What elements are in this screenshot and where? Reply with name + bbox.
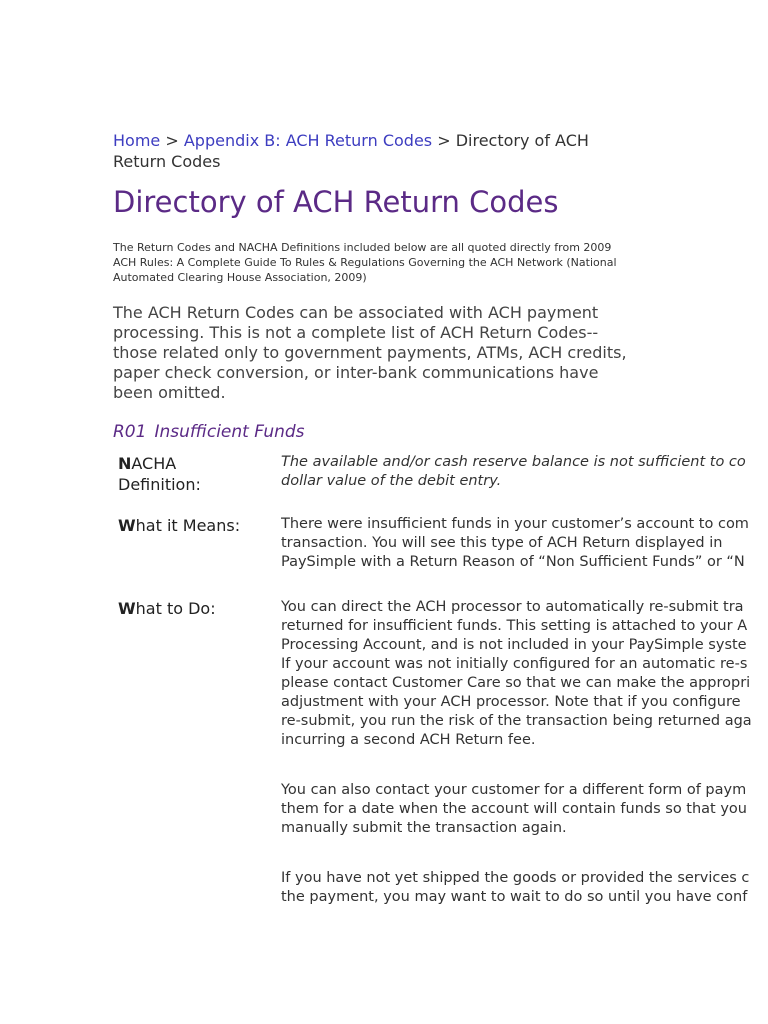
text-line: incurring a second ACH Return fee. xyxy=(281,732,536,748)
intro-paragraph xyxy=(113,303,653,403)
nacha-definition-label xyxy=(113,453,281,495)
label-initial: N xyxy=(118,454,132,473)
label-rest: hat to Do: xyxy=(135,599,216,618)
text-line: transaction. You will see this type of ACH Return displayed in xyxy=(281,535,723,551)
label-initial: W xyxy=(118,599,136,618)
source-note xyxy=(113,240,653,285)
intro-line: paper check conversion, or inter-bank communications have xyxy=(113,363,599,382)
what-to-do-paragraph xyxy=(281,598,768,750)
what-to-do-paragraph xyxy=(281,781,768,838)
source-note-line: Automated Clearing House Association, 2009) xyxy=(113,271,367,284)
nacha-definition-text xyxy=(281,453,768,491)
text-line: adjustment with your ACH processor. Note that if you configure xyxy=(281,694,741,710)
intro-line: those related only to government payments, ATMs, ACH credits, xyxy=(113,343,627,362)
document-page xyxy=(113,130,768,907)
what-it-means-label xyxy=(113,515,281,536)
label-initial: W xyxy=(118,516,136,535)
text-line: returned for insufficient funds. This setting is attached to your A xyxy=(281,618,748,634)
text-line: You can also contact your customer for a different form of paym xyxy=(281,782,747,798)
intro-line: The ACH Return Codes can be associated with ACH payment xyxy=(113,303,599,322)
text-line: manually submit the transaction again. xyxy=(281,820,567,836)
label-line2: Definition: xyxy=(118,475,201,494)
breadcrumb-current: Directory of ACH xyxy=(455,131,589,150)
intro-line: been omitted. xyxy=(113,383,226,402)
breadcrumb-current-continued: Return Codes xyxy=(113,152,221,171)
breadcrumb-appendix-link[interactable]: Appendix B: ACH Return Codes xyxy=(183,131,433,150)
what-to-do-paragraph xyxy=(281,869,768,907)
what-to-do-text xyxy=(281,598,768,907)
return-code-name: Insufficient Funds xyxy=(154,422,305,442)
page-title: Directory of ACH Return Codes xyxy=(113,185,559,219)
text-line: If you have not yet shipped the goods or provided the services c xyxy=(281,870,750,886)
breadcrumb-home-link[interactable]: Home xyxy=(113,131,161,150)
text-line: re-submit, you run the risk of the transaction being returned aga xyxy=(281,713,752,729)
breadcrumb-separator: > xyxy=(165,131,179,150)
text-line: the payment, you may want to wait to do so until you have conf xyxy=(281,889,748,905)
text-line: them for a date when the account will contain funds so that you xyxy=(281,801,747,817)
text-line: You can direct the ACH processor to automatically re-submit tra xyxy=(281,599,744,615)
return-code-heading xyxy=(113,421,768,443)
label-rest: ACHA xyxy=(131,454,177,473)
text-line: Processing Account, and is not included in your PaySimple syste xyxy=(281,637,747,653)
source-note-line: The Return Codes and NACHA Definitions included below are all quoted directly from 2009 xyxy=(113,241,612,254)
what-it-means-text xyxy=(281,515,768,572)
what-to-do-label xyxy=(113,598,281,619)
text-line: The available and/or cash reserve balance is not sufficient to co xyxy=(281,454,746,470)
definition-table xyxy=(113,453,768,907)
what-to-do-row xyxy=(113,598,768,907)
intro-line: processing. This is not a complete list of ACH Return Codes-- xyxy=(113,323,599,342)
breadcrumb-separator: > xyxy=(437,131,451,150)
text-line: If your account was not initially configured for an automatic re-s xyxy=(281,656,748,672)
return-code-number: R01 xyxy=(113,422,147,442)
text-line: There were insufficient funds in your customer’s account to com xyxy=(281,516,749,532)
what-it-means-row xyxy=(113,515,768,572)
nacha-definition-row xyxy=(113,453,768,495)
text-line: dollar value of the debit entry. xyxy=(281,473,502,489)
label-rest: hat it Means: xyxy=(135,516,241,535)
source-note-line: ACH Rules: A Complete Guide To Rules & Regulations Governing the ACH Network (National xyxy=(113,256,617,269)
text-line: please contact Customer Care so that we can make the appropri xyxy=(281,675,751,691)
breadcrumb xyxy=(113,130,633,172)
text-line: PaySimple with a Return Reason of “Non Sufficient Funds” or “N xyxy=(281,554,745,570)
